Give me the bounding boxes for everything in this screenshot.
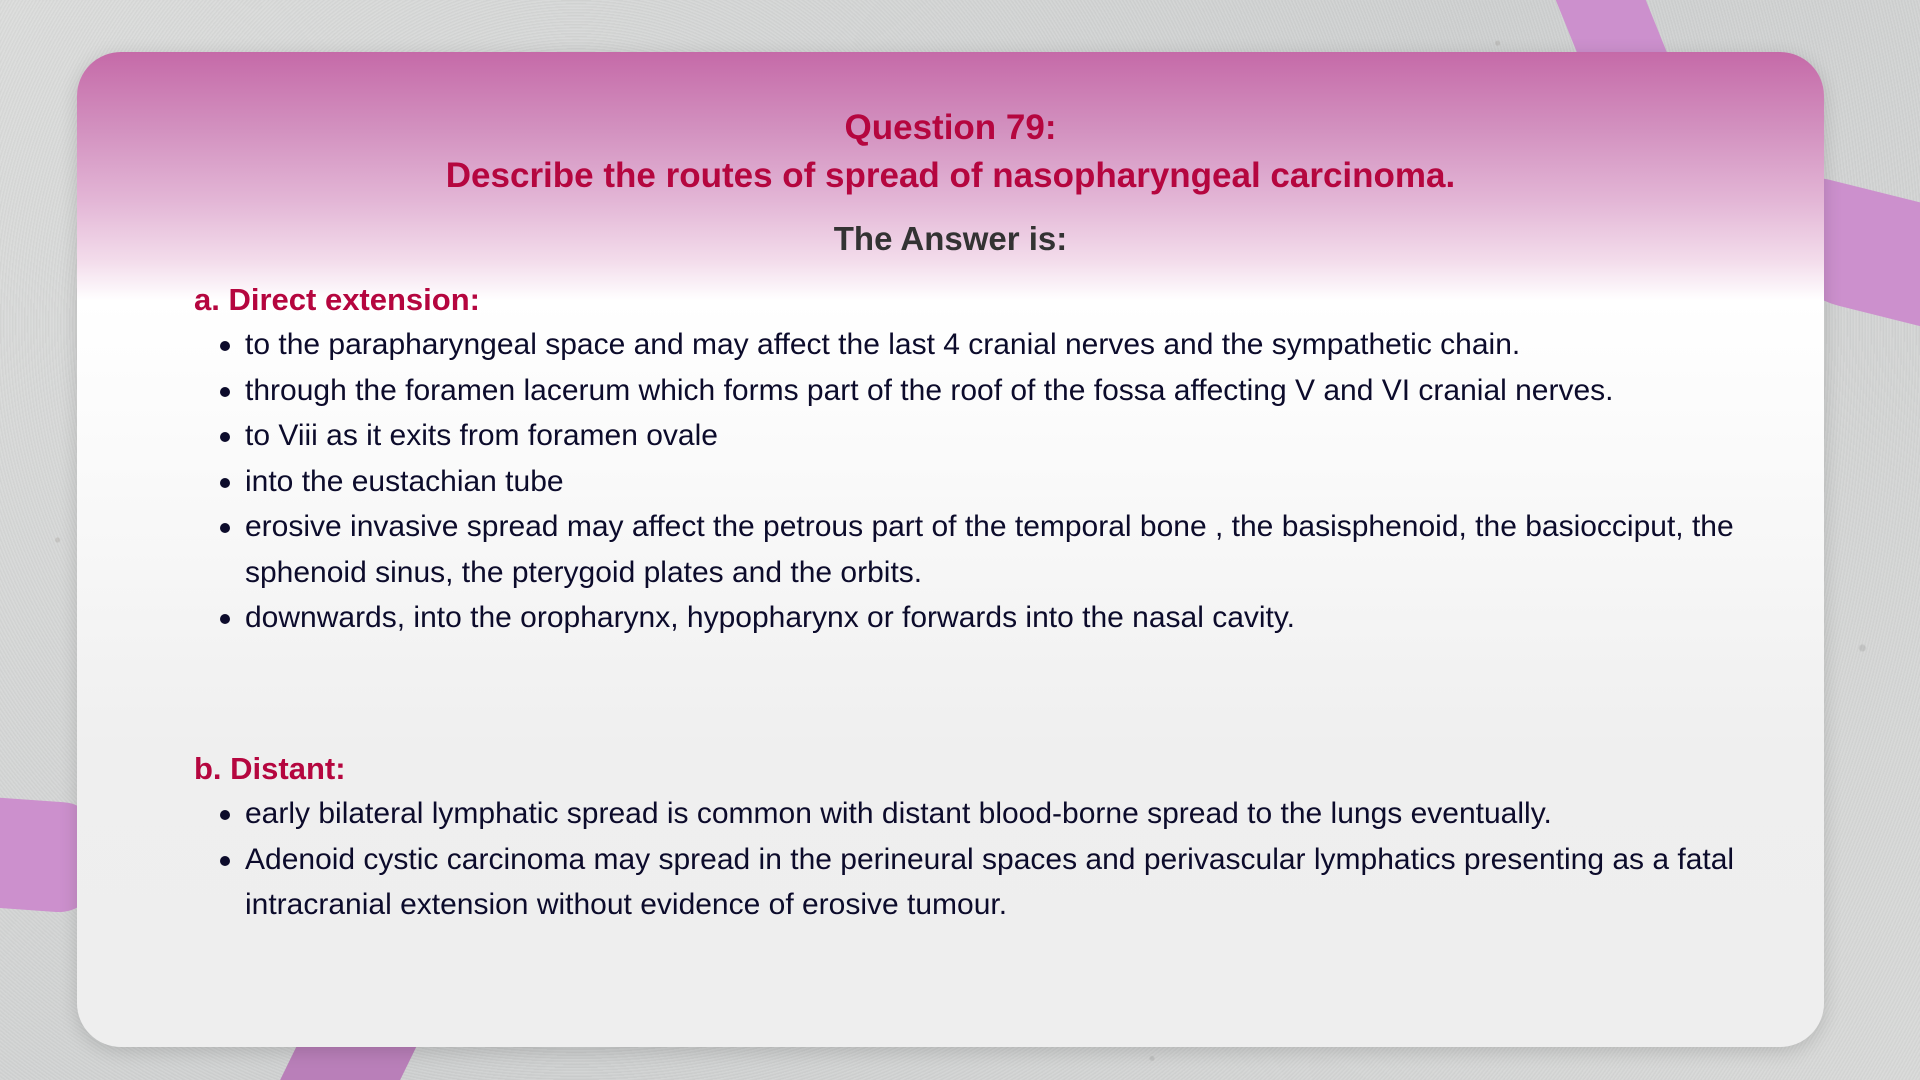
list-item-text: into the eustachian tube	[245, 464, 564, 498]
list-item	[245, 368, 1755, 414]
distant-list	[245, 791, 1755, 928]
question-text: Describe the routes of spread of nasopharyngeal carcinoma.	[445, 156, 1456, 195]
bullet-icon	[220, 810, 230, 820]
list-item-text: early bilateral lymphatic spread is common with distant blood-borne spread to the lungs eventually.	[245, 797, 1552, 830]
list-item-text: downwards, into the oropharynx, hypopharynx or forwards into the nasal cavity.	[245, 601, 1295, 634]
list-item-text: erosive invasive spread may affect the petrous part of the temporal bone , the basisphenoid, the basiocciput, the sphenoid sinus, the pterygoid plates and the orbits.	[245, 510, 1734, 589]
question-number: Question 79:	[844, 108, 1057, 147]
bullet-icon	[220, 614, 230, 624]
answer-label: The Answer is:	[833, 220, 1068, 257]
bullet-icon	[220, 856, 230, 866]
section-title-direct-extension: a. Direct extension:	[194, 282, 480, 317]
bullet-icon	[220, 478, 230, 488]
bullet-icon	[220, 523, 230, 533]
list-item	[245, 595, 1755, 641]
list-item-text: to Viii as it exits from foramen ovale	[245, 419, 718, 452]
list-item	[245, 459, 1755, 505]
bullet-icon	[220, 387, 230, 397]
section-title-distant: b. Distant:	[194, 751, 346, 786]
direct-extension-list	[245, 322, 1755, 641]
list-item	[245, 837, 1755, 928]
list-item-text: Adenoid cystic carcinoma may spread in the perineural spaces and perivascular lymphatics presenting as a fatal intracranial extension without evidence of erosive tumour.	[245, 842, 1735, 921]
bullet-icon	[220, 341, 230, 351]
list-item	[245, 413, 1755, 459]
list-item-text: through the foramen lacerum which forms part of the roof of the fossa affecting V and VI cranial nerves.	[245, 373, 1614, 407]
list-item	[245, 791, 1755, 837]
bullet-icon	[220, 432, 230, 442]
list-item	[245, 504, 1755, 595]
question-card	[77, 52, 1824, 1047]
list-item	[245, 322, 1755, 368]
list-item-text: to the parapharyngeal space and may affect the last 4 cranial nerves and the sympathetic chain.	[245, 328, 1521, 361]
